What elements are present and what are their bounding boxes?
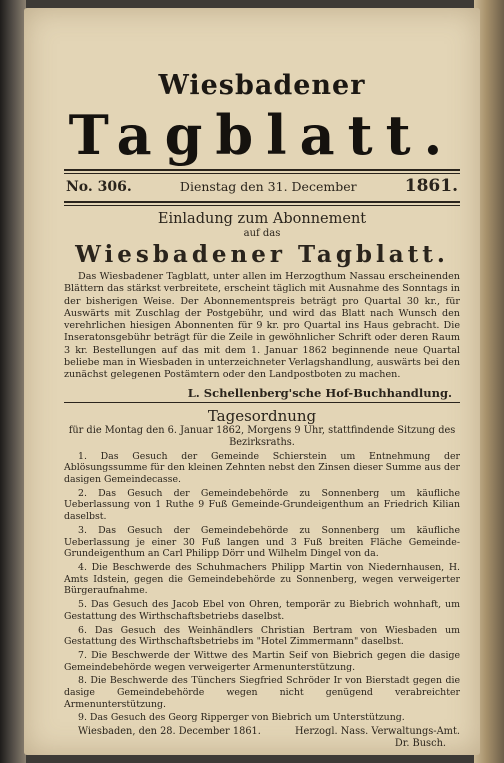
agenda-item: 7. Die Beschwerde der Wittwe des Martin Seif von Biebrich gegen die dasige Gemeindebehörde wegen verweigerter Armenunterstützung. (64, 649, 460, 673)
invitation-subheading: auf das (243, 228, 281, 239)
masthead-top: Wiesbadener (158, 70, 366, 101)
dateline-rule (64, 201, 460, 206)
agenda-item: 4. Die Beschwerde des Schuhmachers Philipp Martin von Niedernhausen, H. Amts Idstein, gegen die Gemeindebehörde zu Sonnenberg, wegen verweigerter Bürgeraufnahme. (64, 562, 460, 597)
book-binding (0, 0, 26, 763)
signature: Dr. Busch. (394, 738, 446, 750)
issue-date: Dienstag den 31. December (179, 179, 357, 194)
section-rule (64, 402, 460, 403)
issuing-office: Herzogl. Nass. Verwaltungs-Amt. (294, 726, 460, 738)
issue-number: No. 306. (66, 179, 132, 195)
masthead-title: Tagblatt. (68, 103, 456, 167)
page-content (64, 8, 460, 750)
agenda-item: 9. Das Gesuch des Georg Ripperger von Biebrich um Unterstützung. (78, 712, 405, 724)
invitation-heading: Einladung zum Abonnement (157, 211, 367, 227)
agenda-item: 8. Die Beschwerde des Tünchers Siegfried Schröder Ir von Bierstadt gegen die dasige Gemeindebehörde wegen nicht genügend verabreichter Armenunterstützung. (64, 675, 460, 710)
agenda-subtitle: für die Montag den 6. Januar 1862, Morgens 9 Uhr, stattfindende Sitzung des Bezirksraths. (68, 424, 456, 448)
publisher-name: L. Schellenberg'sche Hof-Buchhandlung. (187, 385, 452, 400)
agenda-item: 5. Das Gesuch des Jacob Ebel von Ohren, temporär zu Biebrich wohnhaft, um Gestattung des Wirthschaftsbetriebs daselbst. (64, 599, 460, 622)
dateline (64, 174, 460, 197)
agenda-item: 6. Das Gesuch des Weinhändlers Christian Bertram von Wiesbaden um Gestattung des Wirthschaftsbetriebs im "Hotel Zimmermann" daselbst. (64, 624, 460, 648)
newspaper-page (24, 8, 480, 755)
agenda-footer (64, 726, 460, 738)
invitation-title: Wiesbadener Tagblatt. (75, 241, 449, 268)
agenda-item: 1. Das Gesuch der Gemeinde Schierstein um Entnehmung der Ablösungssumme für den kleinen Zehnten nebst den Zinsen dieser Summe aus der dasigen Gemeindecasse. (64, 450, 460, 486)
agenda-item: 3. Das Gesuch der Gemeindebehörde zu Sonnenberg um käufliche Ueberlassung je einer 30 Fuß langen und 3 Fuß breiten Fläche Gemeinde-Grundeigenthum an Carl Philipp Dörr und Wilhelm Dingel von da. (64, 524, 460, 560)
issue-year: 1861. (404, 176, 458, 196)
agenda-title: Tagesordnung (207, 406, 317, 425)
agenda-item: 2. Das Gesuch der Gemeindebehörde zu Sonnenberg um käufliche Ueberlassung von 1 Ruthe 9 Fuß Gemeinde-Grundeigenthum an Friedrich Kilian daselbst. (64, 487, 460, 523)
place-date: Wiesbaden, den 28. December 1861. (78, 726, 261, 738)
invitation-body: Das Wiesbadener Tagblatt, unter allen im Herzogthum Nassau erscheinenden Blättern das stärkst verbreitete, erscheint täglich mit Ausnahme des Sonntags in der bisherigen Weise. Der Abonnementspreis beträgt pro Quartal 30 kr., für Auswärts mit Zuschlag der Postgebühr, und wird das Blatt nach Wunsch den verehrlichen hiesigen Abonnenten für 9 kr. pro Quartal ins Haus gebracht. Die Inseratonsgebühr beträgt für die Zeile in gewöhnlicher Schrift oder deren Raum 3 kr. Bestellungen auf das mit dem 1. Januar 1862 beginnende neue Quartal beliebe man in Wiesbaden in unterzeichneter Verlagshandlung, auswärts bei den zunächst gelegenen Postämtern oder den Landpostboten zu machen. (64, 271, 460, 381)
